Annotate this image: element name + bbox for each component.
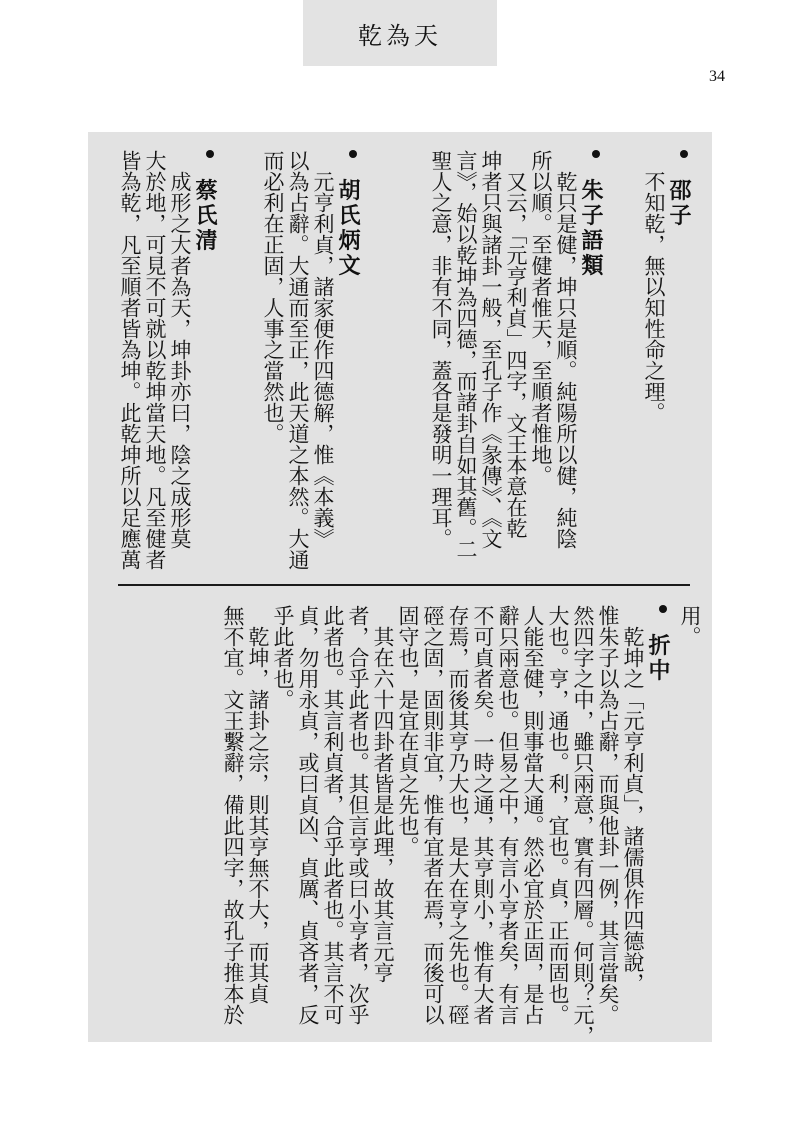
bullet-icon	[206, 150, 214, 158]
bullet-icon	[680, 150, 688, 158]
bullet-icon	[349, 150, 357, 158]
section-heading: 胡氏炳文	[335, 150, 360, 565]
text-line: 無不宜。文王繫辭，備此四字，故孔子推本於	[221, 605, 245, 1025]
section-hu	[260, 150, 360, 570]
page-number: 34	[709, 68, 725, 85]
text-line: 貞，勿用永貞，或曰貞凶、貞厲、貞吝者，反	[296, 605, 320, 1025]
text-line: 大也。亨，通也。利，宜也。貞，正而固也。	[546, 605, 570, 1025]
text-line: 乾只是健，坤只是順。純陽所以健，純陰	[554, 171, 578, 549]
section-heading: 折中	[645, 605, 670, 1030]
section-heading: 朱子語類	[578, 150, 603, 565]
section-shao	[641, 150, 691, 565]
text-line: 存焉，而後其亨乃大也，是大在亨之先也。硜	[446, 605, 470, 1025]
text-line: 坤者只與諸卦一般，至孔子作《彖傳》、《文	[479, 150, 503, 549]
section-cai	[117, 150, 217, 570]
text-line: 聖人之意，非有不同，蓋各是發明一理耳。	[429, 150, 453, 549]
continuation-text	[677, 605, 702, 1030]
section-zhuzi	[428, 150, 603, 565]
text-line: 大於地，可見不可就以乾坤當天地。凡至健者	[143, 150, 167, 570]
text-line: 乎此者也。	[271, 605, 295, 710]
text-line: 其在六十四卦者皆是此理，故其言元亨	[371, 626, 395, 983]
section-divider	[118, 584, 690, 586]
text-line: 皆為乾，凡至順者皆為坤。此乾坤所以足應萬	[118, 150, 142, 570]
text-line: 不知乾，無以知性命之理。	[642, 171, 666, 423]
text-line: 又云，「元亨利貞」四字，文王本意在乾	[504, 171, 528, 539]
text-line: 人能至健，則事當大通。然必宜於正固，是占	[521, 605, 545, 1025]
section-heading: 蔡氏清	[192, 150, 217, 565]
text-line: 成形之大者為天，坤卦亦曰，陰之成形莫	[168, 171, 192, 549]
text-line: 乾坤，諸卦之宗，則其亨無不大，而其貞	[246, 626, 270, 1004]
text-line: 所以順。至健者惟天，至順者惟地。	[529, 150, 553, 486]
text-line: 乾坤之「元亨利貞」，諸儒俱作四德說，	[621, 626, 645, 994]
page-title: 乾為天	[303, 0, 497, 66]
text-line: 以為占辭。大通而至正，此天道之本然。大通	[286, 150, 310, 570]
text-line: 此者也。其言利貞者，合乎此者也。其言不可	[321, 605, 345, 1025]
text-line: 元亨利貞，諸家便作四德解，惟《本義》	[311, 171, 335, 549]
text-line: 言》，始以乾坤為四德，而諸卦自如其舊。二	[454, 150, 478, 560]
text-line: 用。	[678, 605, 702, 647]
text-line: 而必利在正固，人事之當然也。	[261, 150, 285, 444]
text-line: 硜之固，固則非宜，惟有宜者在焉，而後可以	[421, 605, 445, 1025]
section-zhezhong	[220, 605, 670, 1046]
text-line: 固守也，是宜在貞之先也。	[396, 605, 420, 857]
bullet-icon	[592, 150, 600, 158]
text-line: 辭只兩意也。但易之中，有言小亨者矣，有言	[496, 605, 520, 1025]
text-line: 然四字之中，雖只兩意，實有四層。何則？元，	[571, 605, 595, 1046]
bullet-icon	[659, 605, 667, 613]
text-line: 者，合乎此者也。其但言亨或曰小亨者，次乎	[346, 605, 370, 1025]
text-line: 不可貞者矣。一時之通，其亨則小，惟有大者	[471, 605, 495, 1025]
text-line: 惟朱子以為占辭，而與他卦一例，其言當矣。	[596, 605, 620, 1025]
section-heading: 邵子	[666, 150, 691, 565]
